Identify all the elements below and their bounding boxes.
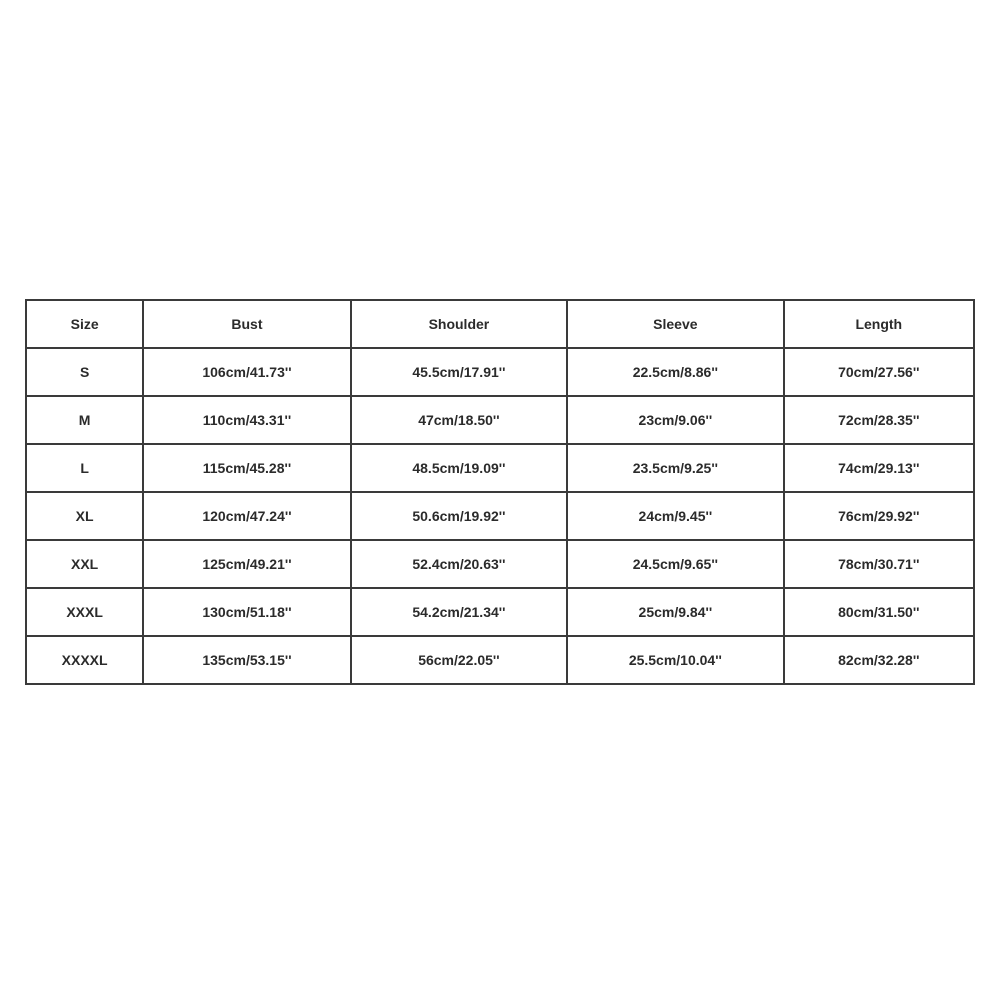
shoulder-cell: 56cm/22.05'' xyxy=(351,636,567,684)
size-cell: XXL xyxy=(26,540,143,588)
size-cell: XXXXL xyxy=(26,636,143,684)
bust-cell: 120cm/47.24'' xyxy=(143,492,350,540)
sleeve-cell: 23cm/9.06'' xyxy=(567,396,783,444)
bust-cell: 110cm/43.31'' xyxy=(143,396,350,444)
table-row xyxy=(26,396,974,444)
length-cell: 80cm/31.50'' xyxy=(784,588,974,636)
length-cell: 74cm/29.13'' xyxy=(784,444,974,492)
bust-cell: 115cm/45.28'' xyxy=(143,444,350,492)
header-sleeve: Sleeve xyxy=(567,300,783,348)
header-size: Size xyxy=(26,300,143,348)
table-row xyxy=(26,588,974,636)
shoulder-cell: 48.5cm/19.09'' xyxy=(351,444,567,492)
size-chart-table xyxy=(25,299,975,685)
shoulder-cell: 52.4cm/20.63'' xyxy=(351,540,567,588)
sleeve-cell: 24.5cm/9.65'' xyxy=(567,540,783,588)
size-cell: M xyxy=(26,396,143,444)
shoulder-cell: 47cm/18.50'' xyxy=(351,396,567,444)
sleeve-cell: 25cm/9.84'' xyxy=(567,588,783,636)
table-row xyxy=(26,444,974,492)
length-cell: 72cm/28.35'' xyxy=(784,396,974,444)
size-cell: XXXL xyxy=(26,588,143,636)
table-row xyxy=(26,348,974,396)
table-row xyxy=(26,636,974,684)
shoulder-cell: 50.6cm/19.92'' xyxy=(351,492,567,540)
header-length: Length xyxy=(784,300,974,348)
shoulder-cell: 54.2cm/21.34'' xyxy=(351,588,567,636)
header-shoulder: Shoulder xyxy=(351,300,567,348)
sleeve-cell: 25.5cm/10.04'' xyxy=(567,636,783,684)
bust-cell: 125cm/49.21'' xyxy=(143,540,350,588)
size-cell: S xyxy=(26,348,143,396)
sleeve-cell: 24cm/9.45'' xyxy=(567,492,783,540)
header-bust: Bust xyxy=(143,300,350,348)
length-cell: 82cm/32.28'' xyxy=(784,636,974,684)
bust-cell: 106cm/41.73'' xyxy=(143,348,350,396)
bust-cell: 135cm/53.15'' xyxy=(143,636,350,684)
size-cell: XL xyxy=(26,492,143,540)
size-cell: L xyxy=(26,444,143,492)
table-row xyxy=(26,540,974,588)
length-cell: 70cm/27.56'' xyxy=(784,348,974,396)
sleeve-cell: 22.5cm/8.86'' xyxy=(567,348,783,396)
shoulder-cell: 45.5cm/17.91'' xyxy=(351,348,567,396)
bust-cell: 130cm/51.18'' xyxy=(143,588,350,636)
sleeve-cell: 23.5cm/9.25'' xyxy=(567,444,783,492)
header-row xyxy=(26,300,974,348)
length-cell: 78cm/30.71'' xyxy=(784,540,974,588)
length-cell: 76cm/29.92'' xyxy=(784,492,974,540)
table-row xyxy=(26,492,974,540)
